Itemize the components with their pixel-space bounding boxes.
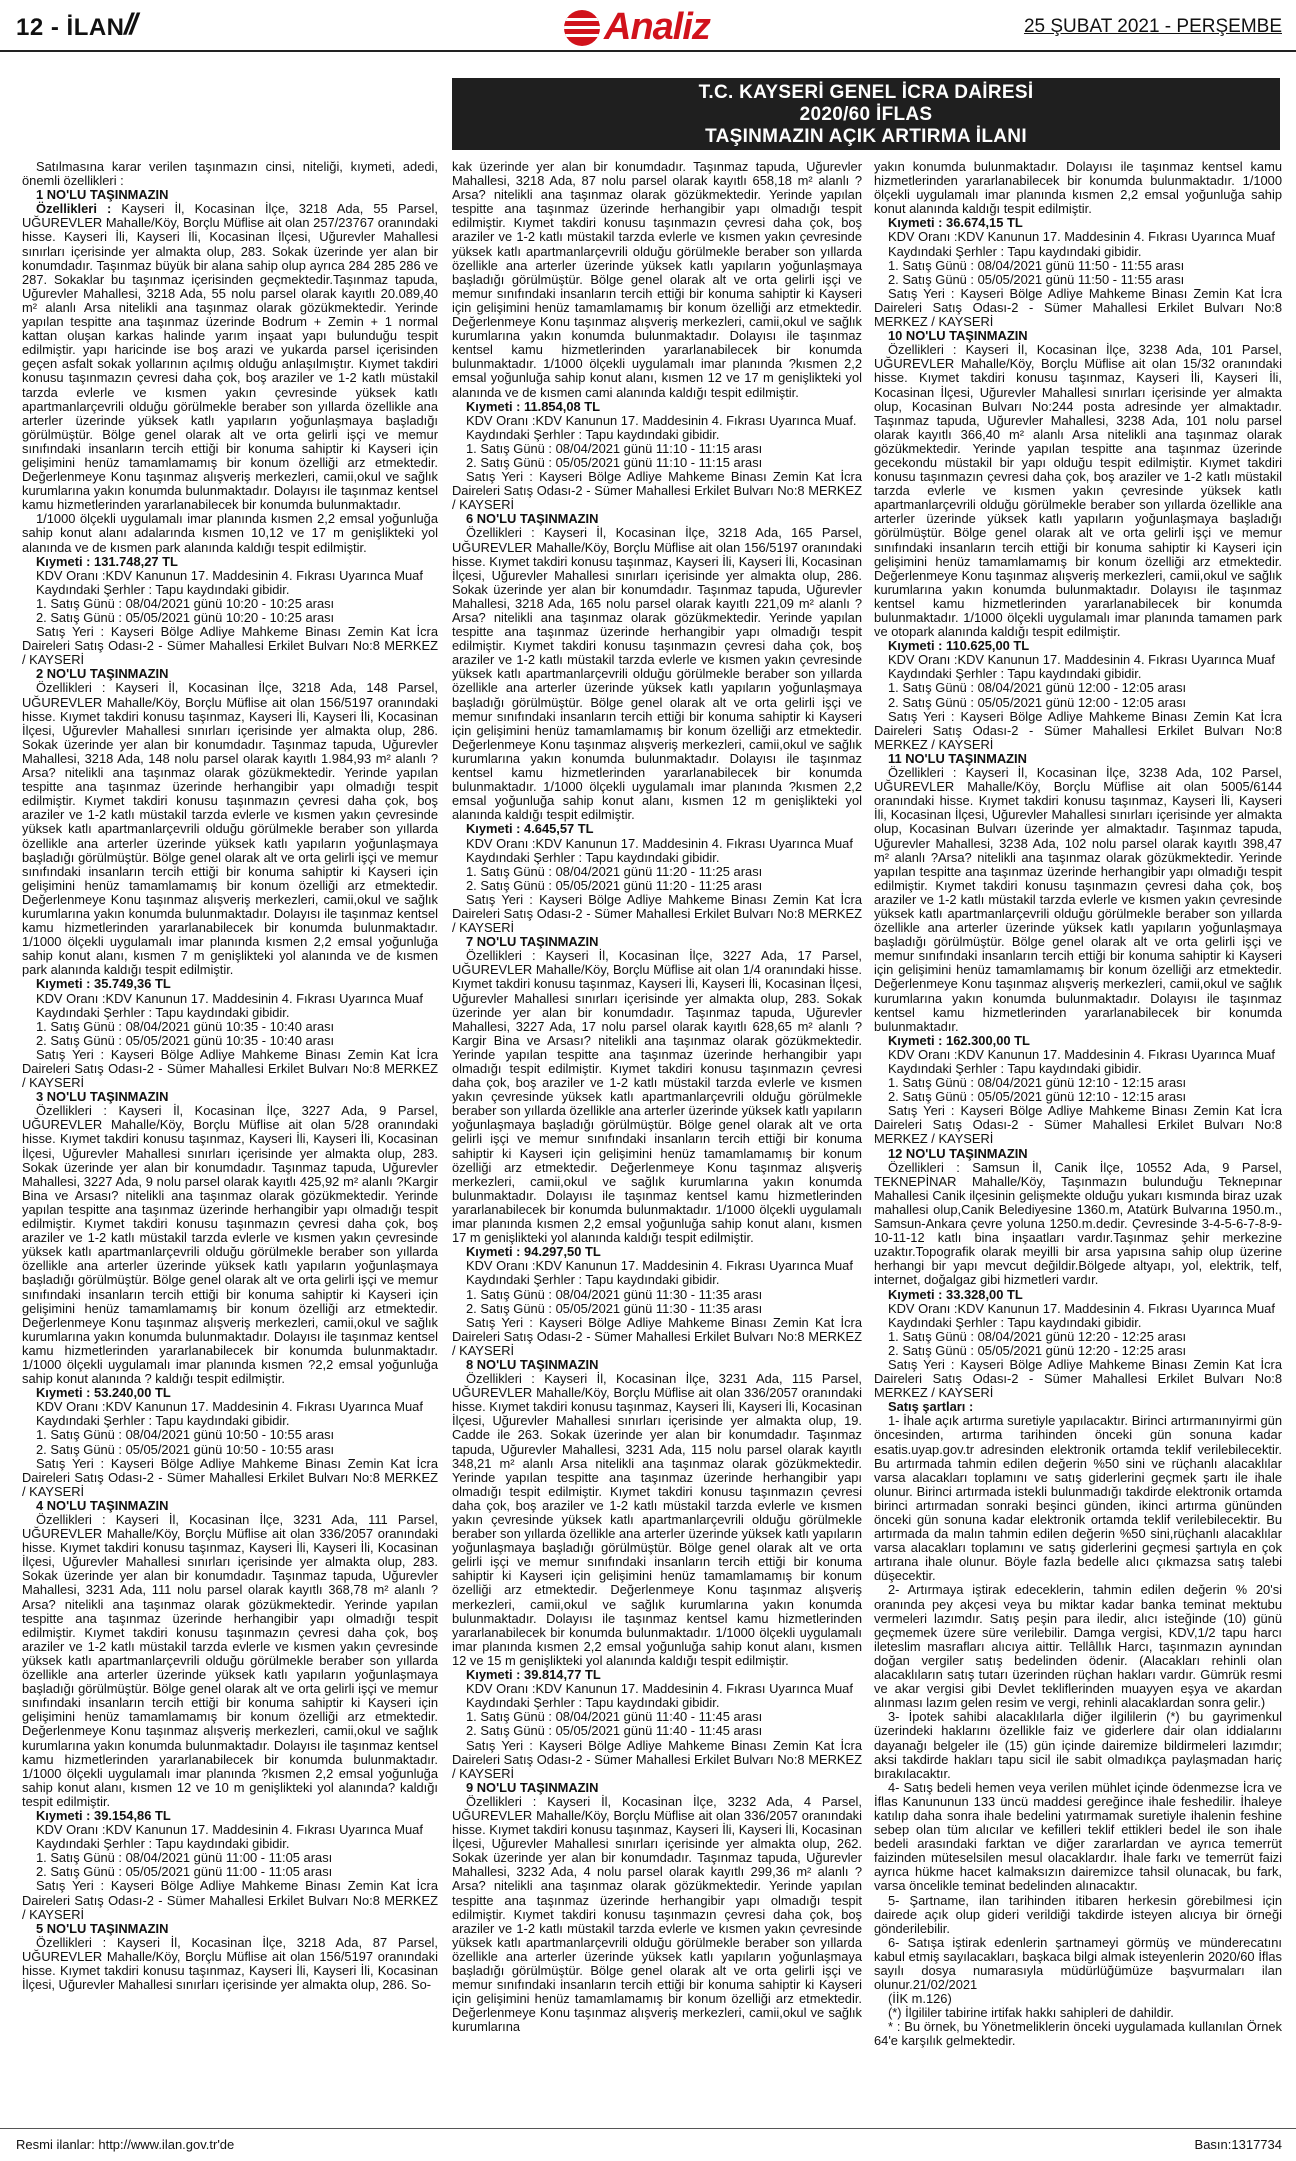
item-7-value: Kıymeti : 94.297,50 TL xyxy=(466,1244,601,1260)
item-1-location: Satış Yeri : Kayseri Bölge Adliye Mahkeme Binası Zemin Kat İcra Daireleri Satış Odası-2 - Sümer Mahallesi Erkilet Bulvarı No:8 MERKEZ / KAYSERİ xyxy=(22,624,438,668)
item-1-plan: 1/1000 ölçekli uygulamalı imar planında kısmen 2,2 emsal yoğunluğa sahip konut alanı adalarında kısmen 10,12 ve 17 m genişlikteki yol alanında ve de kısmen park alanında kaldığı tespit edilmiştir. xyxy=(22,511,438,555)
item-8-kdv: KDV Oranı :KDV Kanunun 17. Maddesinin 4. Fıkrası Uyarınca Muaf xyxy=(466,1681,853,1697)
item-12-records: Kaydındaki Şerhler : Tapu kaydındaki gibidir. xyxy=(888,1314,1142,1330)
item-6-details: Özellikleri : Kayseri İl, Kocasinan İlçe, 3218 Ada, 165 Parsel, UĞUREVLER Mahalle/Köy, Borçlu Müflise ait olan 156/5197 oranındaki hisse. Kıymet takdiri konusu taşınmaz, Kayseri İli, Kayseri İli, Kocasinan İlçesi, Uğurevler Mahallesi sınırları içerisinde yer almakta olup, 286. Sokak üzerinde yer alan bir konumdadır. Taşınmaz tapuda, Uğurevler Mahallesi, 3218 Ada, 165 nolu parsel olarak kayıtlı 221,09 m² alanlı ?Arsa? nitelikli ana taşınmaz olarak gözükmektedir. Yerinde yapılan tespitte ana taşınmaz üzerinde herhangibir yapı olmadığı tespit edilmiştir. Kıymet takdiri konusu taşınmazın çevresi daha çok, boş araziler ve 1-2 katlı müstakil tarzda evlerle ve kısmen yakın çevresinde yüksek katlı apartmanlarçevrili olduğu görülmekle beraber son yıllarda özellikle ana arterler üzerinde yüksek katlı yapıların yoğunlaşmaya başladığı görülmüştür. Bölge genel olarak alt ve orta gelirli işçi ve memur sınıfındaki insanların tercih ettiği bir konuma sahiptir ki Kayseri için gelişimini henüz tamamlamamış bir konum özelliği arz etmektedir. Değerlenmeye Konu taşınmaz alışveriş merkezleri, camii,okul ve sağlık kurumlarına yakın konumda bulunmaktadır. Dolayısı ile taşınmaz kentsel kamu hizmetlerinden yararlanabilecek bir konumda bulunmaktadır. 1/1000 ölçekli uygulamalı imar planında ?kısmen 2,2 emsal yoğunluğa sahip konut alanı, kısmen 12 m genişlikteki yol alanında kaldığı tespit edilmiştir. xyxy=(452,525,862,823)
item-11-records: Kaydındaki Şerhler : Tapu kaydındaki gibidir. xyxy=(888,1061,1142,1076)
item-6-value: Kıymeti : 4.645,57 TL xyxy=(466,821,594,837)
item-7-location: Satış Yeri : Kayseri Bölge Adliye Mahkeme Binası Zemin Kat İcra Daireleri Satış Odası-2 - Sümer Mahallesi Erkilet Bulvarı No:8 MERKEZ / KAYSERİ xyxy=(452,1314,862,1358)
item-6-title: 6 NO'LU TAŞINMAZIN xyxy=(466,511,599,527)
item-3-value: Kıymeti : 53.240,00 TL xyxy=(36,1385,171,1401)
item-3-sale-2: 2. Satış Günü : 05/05/2021 günü 10:50 - 10:55 arası xyxy=(36,1441,335,1457)
sale-term-4: 4- Satış bedeli hemen veya verilen mühlet içinde ödenmezse İcra ve İflas Kanununun 133 üncü maddesi gereğince ihale feshedilir. İhaleye katılıp daha sonra ihale bedelini yatırmamak suretiyle ihalenin feshine sebep olan tüm alıcılar ve kefilleri teklif ettikleri bedel ile son ihale bedeli arasındaki farktan ve diğer zararlardan ve ayrıca temerrüt faizinden müteselsilen mesul olacaklardır. İhale farkı ve temerrüt faizi ayrıca hükme hacet kalmaksızın dairemizce tahsil olunacak, bu fark, varsa öncelikle teminat bedelinden alınacaktır. xyxy=(874,1779,1282,1894)
item-4-sale-1: 1. Satış Günü : 08/04/2021 günü 11:00 - 11:05 arası xyxy=(36,1850,333,1866)
item-4-sale-2: 2. Satış Günü : 05/05/2021 günü 11:00 - 11:05 arası xyxy=(36,1864,333,1880)
item-1-sale-2: 2. Satış Günü : 05/05/2021 günü 10:20 - 10:25 arası xyxy=(36,610,335,625)
page-header xyxy=(0,0,1296,52)
item-10-location: Satış Yeri : Kayseri Bölge Adliye Mahkeme Binası Zemin Kat İcra Daireleri Satış Odası-2 - Sümer Mahallesi Erkilet Bulvarı No:8 MERKEZ / KAYSERİ xyxy=(874,708,1282,752)
item-3-sale-1: 1. Satış Günü : 08/04/2021 günü 10:50 - 10:55 arası xyxy=(36,1427,335,1443)
item-5-details-cont: kak üzerinde yer alan bir konumdadır. Taşınmaz tapuda, Uğurevler Mahallesi, 3218 Ada, 87 nolu parsel olarak kayıtlı 658,18 m² alanlı ?Arsa? nitelikli ana taşınmaz olarak gözükmektedir. Yerinde yapılan tespitte ana taşınmaz üzerinde herhangibir yapı olmadığı tespit edilmiştir. Kıymet takdiri konusu taşınmazın çevresi daha çok, boş araziler ve 1-2 katlı müstakil tarzda evlerle ve kısmen yakın çevresinde yüksek katlı apartmanlarçevrili olduğu görülmekle beraber son yıllarda özellikle ana arterler üzerinde yüksek katlı yapıların yoğunlaşmaya başladığı görülmüştür. Bölge genel olarak alt ve orta gelirli işçi ve memur sınıfındaki insanların tercih ettiği bir konuma sahiptir ki Kayseri için gelişimini henüz tamamlamamış bir konum özelliği arz etmektedir. Değerlenmeye Konu taşınmaz alışveriş merkezleri, camii,okul ve sağlık kurumlarına yakın konumda bulunmaktadır. Dolayısı ile taşınmaz kentsel kamu hizmetlerinden yararlanabilecek bir konumda bulunmaktadır. 1/1000 ölçekli uygulamalı imar planında ?kısmen 2,2 emsal yoğunluğa sahip konut alanı, kısmen 12 ve 17 m genişlikteki yol alanında ve de kısmen cami alanında kaldığı tespit edilmiştir. xyxy=(452,159,862,400)
logo-wordmark: Analiz xyxy=(604,6,710,48)
item-5-sale-1: 1. Satış Günü : 08/04/2021 günü 11:10 - 11:15 arası xyxy=(466,440,763,456)
item-3-location: Satış Yeri : Kayseri Bölge Adliye Mahkeme Binası Zemin Kat İcra Daireleri Satış Odası-2 - Sümer Mahallesi Erkilet Bulvarı No:8 MERKEZ / KAYSERİ xyxy=(22,1455,438,1499)
item-2-records: Kaydındaki Şerhler : Tapu kaydındaki gibidir. xyxy=(36,1004,290,1020)
item-9-value: Kıymeti : 36.674,15 TL xyxy=(888,215,1023,231)
item-7-details: Özellikleri : Kayseri İl, Kocasinan İlçe, 3227 Ada, 17 Parsel, UĞUREVLER Mahalle/Köy, Borçlu Müflise ait olan 1/4 oranındaki hisse. Kıymet takdiri konusu taşınmaz, Kayseri İli, Kayseri İli, Kocasinan İlçesi, Uğurevler Mahallesi sınırları içerisinde yer almakta olup, 283. Sokak üzerinde yer alan bir konumdadır. Taşınmaz tapuda, Uğurevler Mahallesi, 3227 Ada, 17 nolu parsel olarak kayıtlı 628,65 m² alanlı ?Kargir Bina ve Arsası? nitelikli ana taşınmaz olarak gözükmektedir. Yerinde yapılan tespitte ana taşınmaz üzerinde herhangibir yapı olmadığı tespit edilmiştir. Kıymet takdiri konusu taşınmazın çevresi daha çok, boş araziler ve 1-2 katlı müstakil tarzda evlerle ve kısmen yakın çevresinde yüksek katlı apartmanlarçevrili olduğu görülmekle beraber son yıllarda özellikle ana arterler üzerinde yüksek katlı yapıların yoğunlaşmaya başladığı görülmüştür. Bölge genel olarak alt ve orta gelirli işçi ve memur sınıfındaki insanların tercih ettiği bir konuma sahiptir ki Kayseri için gelişimini henüz tamamlamamış bir konum özelliği arz etmektedir. Değerlenmeye Konu taşınmaz alışveriş merkezleri, camii,okul ve sağlık kurumlarına yakın konumda bulunmaktadır. Dolayısı ile taşınmaz kentsel kamu hizmetlerinden yararlanabilecek bir konumda bulunmaktadır. 1/1000 ölçekli uygulamalı imar planında kısmen 2,2 emsal yoğunluğa sahip konut alanı, kısmen 17 m genişlikteki yol alanında kaldığı tespit edilmiştir. xyxy=(452,948,862,1246)
analiz-logo xyxy=(560,2,740,48)
item-8-title: 8 NO'LU TAŞINMAZIN xyxy=(466,1356,599,1372)
item-6-sale-2: 2. Satış Günü : 05/05/2021 günü 11:20 - 11:25 arası xyxy=(466,877,763,893)
banner-line-1: T.C. KAYSERİ GENEL İCRA DAİRESİ xyxy=(698,82,1034,103)
item-3-details: Özellikleri : Kayseri İl, Kocasinan İlçe, 3227 Ada, 9 Parsel, UĞUREVLER Mahalle/Köy, Borçlu Müflise ait olan 5/28 oranındaki hisse. Kıymet takdiri konusu taşınmaz, Kayseri İli, Kayseri İli, Kocasinan İlçesi, Uğurevler Mahallesi sınırları içerisinde yer almakta olup, 283. Sokak üzerinde yer alan bir konumdadır. Taşınmaz tapuda, Uğurevler Mahallesi, 3227 Ada, 9 nolu parsel olarak kayıtlı 425,92 m² alanlı ?Kargir Bina ve Arsası? nitelikli ana taşınmaz olarak gözükmektedir. Yerinde yapılan tespitte ana taşınmaz üzerinde herhangibir yapı olmadığı tespit edilmiştir. Kıymet takdiri konusu taşınmazın çevresi daha çok, boş araziler ve 1-2 katlı müstakil tarzda evlerle ve kısmen yakın çevresinde yüksek katlı apartmanlarçevrili olduğu görülmekle beraber son yıllarda özellikle ana arterler üzerinde yüksek katlı yapıların yoğunlaşmaya başladığı görülmüştür. Bölge genel olarak alt ve orta gelirli işçi ve memur sınıfındaki insanların tercih ettiği bir konuma sahiptir ki Kayseri için gelişimini henüz tamamlamamış bir konum özelliği arz etmektedir. Değerlenmeye Konu taşınmaz alışveriş merkezleri, camii,okul ve sağlık kurumlarına yakın konumda bulunmaktadır. Dolayısı ile taşınmaz kentsel kamu hizmetlerinden yararlanabilecek bir konumda bulunmaktadır. 1/1000 ölçekli uygulamalı imar planında kısmen ?2,2 emsal yoğunluğa sahip konut alanında ? kaldığı tespit edilmiştir. xyxy=(22,1103,438,1387)
item-6-sale-1: 1. Satış Günü : 08/04/2021 günü 11:20 - 11:25 arası xyxy=(466,863,763,879)
column-3 xyxy=(874,160,1282,2049)
issue-date: 25 ŞUBAT 2021 - PERŞEMBE xyxy=(1023,16,1282,37)
item-5-kdv: KDV Oranı :KDV Kanunun 17. Maddesinin 4. Fıkrası Uyarınca Muaf. xyxy=(466,412,857,428)
item-6-records: Kaydındaki Şerhler : Tapu kaydındaki gibidir. xyxy=(466,849,720,865)
item-6-kdv: KDV Oranı :KDV Kanunun 17. Maddesinin 4. Fıkrası Uyarınca Muaf xyxy=(466,835,853,851)
item-7-sale-2: 2. Satış Günü : 05/05/2021 günü 11:30 - 11:35 arası xyxy=(466,1300,763,1316)
item-10-sale-2: 2. Satış Günü : 05/05/2021 günü 12:00 - 12:05 arası xyxy=(888,694,1187,710)
item-8-value: Kıymeti : 39.814,77 TL xyxy=(466,1667,601,1683)
item-9-records: Kaydındaki Şerhler : Tapu kaydındaki gibidir. xyxy=(888,243,1142,259)
item-2-kdv: KDV Oranı :KDV Kanunun 17. Maddesinin 4. Fıkrası Uyarınca Muaf xyxy=(36,990,423,1006)
item-2-value: Kıymeti : 35.749,36 TL xyxy=(36,976,171,992)
item-2-location: Satış Yeri : Kayseri Bölge Adliye Mahkeme Binası Zemin Kat İcra Daireleri Satış Odası-2 - Sümer Mahallesi Erkilet Bulvarı No:8 MERKEZ / KAYSERİ xyxy=(22,1046,438,1091)
item-2-sale-2: 2. Satış Günü : 05/05/2021 günü 10:35 - 10:40 arası xyxy=(36,1032,335,1048)
item-10-title: 10 NO'LU TAŞINMAZIN xyxy=(888,328,1028,344)
item-10-sale-1: 1. Satış Günü : 08/04/2021 günü 12:00 - 12:05 arası xyxy=(888,680,1187,696)
item-12-kdv: KDV Oranı :KDV Kanunun 17. Maddesinin 4. Fıkrası Uyarınca Muaf xyxy=(888,1300,1275,1316)
item-5-details: Özellikleri : Kayseri İl, Kocasinan İlçe, 3218 Ada, 87 Parsel, UĞUREVLER Mahalle/Köy, Borçlu Müflise ait olan 156/5197 oranındaki hisse. Kıymet takdiri konusu taşınmaz, Kayseri İli, Kayseri İli, Kocasinan İlçesi, Uğurevler Mahallesi sınırları içerisinde yer almakta olup, 286. So- xyxy=(22,1934,438,1993)
item-7-records: Kaydındaki Şerhler : Tapu kaydındaki gibidir. xyxy=(466,1272,720,1288)
item-7-kdv: KDV Oranı :KDV Kanunun 17. Maddesinin 4. Fıkrası Uyarınca Muaf xyxy=(466,1258,853,1274)
page-label: 12 - İLAN xyxy=(16,14,125,41)
item-5-value: Kıymeti : 11.854,08 TL xyxy=(466,398,600,414)
item-3-kdv: KDV Oranı :KDV Kanunun 17. Maddesinin 4. Fıkrası Uyarınca Muaf xyxy=(36,1399,423,1415)
law-reference: (İİK m.126) xyxy=(888,1991,952,2007)
column-1 xyxy=(22,160,438,1992)
item-5-records: Kaydındaki Şerhler : Tapu kaydındaki gibidir. xyxy=(466,426,720,442)
intro-text: Satılmasına karar verilen taşınmazın cinsi, niteliği, kıymeti, adedi, önemli özellikleri : xyxy=(22,159,438,189)
footnote-1: (*) İlgililer tabirine irtifak hakkı sahipleri de dahildir. xyxy=(888,2005,1174,2021)
item-11-details: Özellikleri : Kayseri İl, Kocasinan İlçe, 3238 Ada, 102 Parsel, UĞUREVLER Mahalle/Köy, Borçlu Müflise ait olan 5005/6144 oranındaki hisse. Kıymet takdiri konusu taşınmaz, Kayseri İli, Kayseri İli, Kocasinan İlçesi, Uğurevler Mahallesi sınırları içerisinde yer almakta olup, Kocasinan Bulvarı üzerinde yer almaktadır. Taşınmaz tapuda, Uğurevler Mahallesi, 3238 Ada, 102 nolu parsel olarak kayıtlı 398,47 m² alanlı ?Arsa? nitelikli ana taşınmaz olarak gözükmektedir. Yerinde yapılan tespitte ana taşınmaz üzerinde herhangibir yapı olmadığı tespit edilmiştir. Kıymet takdiri konusu taşınmazın çevresi daha çok, boş araziler ve 1-2 katlı müstakil tarzda evlerle ve kısmen yakın çevresinde yüksek katlı apartmanlarçevrili olduğu görülmekle beraber son yıllarda özellikle ana arterler üzerinde yüksek katlı yapıların yoğunlaşmaya başladığı görülmüştür. Bölge genel olarak alt ve orta gelirli işçi ve memur sınıfındaki insanların tercih ettiği bir konuma sahiptir ki Kayseri için gelişimini henüz tamamlamamış bir konum özelliği arz etmektedir. Değerlenmeye Konu taşınmaz alışveriş merkezleri, camii,okul ve sağlık kurumlarına yakın konumda bulunmaktadır. Dolayısı ile taşınmaz kentsel kamu hizmetlerinden yararlanabilecek bir konumda bulunmaktadır. xyxy=(874,765,1282,1034)
item-11-sale-1: 1. Satış Günü : 08/04/2021 günü 12:10 - 12:15 arası xyxy=(888,1075,1187,1091)
item-6-location: Satış Yeri : Kayseri Bölge Adliye Mahkeme Binası Zemin Kat İcra Daireleri Satış Odası-2 - Sümer Mahallesi Erkilet Bulvarı No:8 MERKEZ / KAYSERİ xyxy=(452,891,862,936)
item-4-kdv: KDV Oranı :KDV Kanunun 17. Maddesinin 4. Fıkrası Uyarınca Muaf xyxy=(36,1822,423,1838)
item-2-details: Özellikleri : Kayseri İl, Kocasinan İlçe, 3218 Ada, 148 Parsel, UĞUREVLER Mahalle/Köy, Borçlu Müflise ait olan 156/5197 oranındaki hisse. Kıymet takdiri konusu taşınmaz, Kayseri İli, Kayseri İli, Kocasinan İlçesi, Uğurevler Mahallesi sınırları içerisinde yer almakta olup, 286. Sokak üzerinde yer alan bir konumdadır. Taşınmaz tapuda, Uğurevler Mahallesi, 3218 Ada, 148 nolu parsel olarak kayıtlı 1.984,93 m² alanlı ?Arsa? nitelikli ana taşınmaz olarak gözükmektedir. Yerinde yapılan tespitte ana taşınmaz üzerinde herhangibir yapı olmadığı tespit edilmiştir. Kıymet takdiri konusu taşınmazın çevresi daha çok, boş araziler ve 1-2 katlı müstakil tarzda evlerle ve kısmen yakın çevresinde yüksek katlı apartmanlarçevrili olduğu görülmekle beraber son yıllarda özellikle ana arterler üzerinde yüksek katlı yapıların yoğunlaşmaya başladığı görülmüştür. Bölge genel olarak alt ve orta gelirli işçi ve memur sınıfındaki insanların tercih ettiği bir konuma sahiptir ki Kayseri için gelişimini henüz tamamlamamış bir konum özelliği arz etmektedir. Değerlenmeye Konu taşınmaz alışveriş merkezleri, camii,okul ve sağlık kurumlarına yakın konumda bulunmaktadır. Dolayısı ile taşınmaz kentsel kamu hizmetlerinden yararlanabilecek bir konumda bulunmaktadır. 1/1000 ölçekli uygulamalı imar planında kısmen 2,2 emsal yoğunluğa sahip konut alanı, kısmen 7 m genişlikteki yol alanında ve de kısmen park alanında kaldığı tespit edilmiştir. xyxy=(22,680,438,978)
item-1-sale-1: 1. Satış Günü : 08/04/2021 günü 10:20 - 10:25 arası xyxy=(36,595,335,611)
item-9-sale-1: 1. Satış Günü : 08/04/2021 günü 11:50 - 11:55 arası xyxy=(888,257,1185,273)
notice-banner xyxy=(452,78,1280,150)
item-12-location: Satış Yeri : Kayseri Bölge Adliye Mahkeme Binası Zemin Kat İcra Daireleri Satış Odası-2 - Sümer Mahallesi Erkilet Bulvarı No:8 MERKEZ / KAYSERİ xyxy=(874,1356,1282,1401)
sale-term-6: 6- Satışa iştirak edenlerin şartnameyi görmüş ve münderecatını kabul etmiş sayılacakları, başkaca bilgi almak isteyenlerin 2020/60 İflas sayılı dosya numarasıyla müdürlüğümüze başvurmaları ilan olunur.21/02/2021 xyxy=(874,1934,1282,1993)
item-11-title: 11 NO'LU TAŞINMAZIN xyxy=(888,750,1027,766)
item-1-title: 1 NO'LU TAŞINMAZIN xyxy=(36,187,169,203)
item-4-location: Satış Yeri : Kayseri Bölge Adliye Mahkeme Binası Zemin Kat İcra Daireleri Satış Odası-2 - Sümer Mahallesi Erkilet Bulvarı No:8 MERKEZ / KAYSERİ xyxy=(22,1878,438,1922)
item-7-title: 7 NO'LU TAŞINMAZIN xyxy=(466,934,599,950)
item-11-location: Satış Yeri : Kayseri Bölge Adliye Mahkeme Binası Zemin Kat İcra Daireleri Satış Odası-2 - Sümer Mahallesi Erkilet Bulvarı No:8 MERKEZ / KAYSERİ xyxy=(874,1103,1282,1147)
banner-line-3: TAŞINMAZIN AÇIK ARTIRMA İLANI xyxy=(705,126,1027,147)
item-5-sale-2: 2. Satış Günü : 05/05/2021 günü 11:10 - 11:15 arası xyxy=(466,454,763,470)
column-2 xyxy=(452,160,862,2034)
item-10-details: Özellikleri : Kayseri İl, Kocasinan İlçe, 3238 Ada, 101 Parsel, UĞUREVLER Mahalle/Köy, Borçlu Müflise ait olan 15/32 oranındaki hisse. Kıymet takdiri konusu taşınmaz, Kayseri İli, Kayseri İli, Kocasinan İlçesi, Uğurevler Mahallesi sınırları içerisinde yer almakta olup, Kocasinan Bulvarı No:244 posta adresinde yer almaktadır. Taşınmaz tapuda, Uğurevler Mahallesi, 3238 Ada, 101 nolu parsel olarak kayıtlı 366,40 m² alanlı Arsa nitelikli ana taşınmaz olarak gözükmektedir. Yerinde yapılan tespitte ana taşınmaz üzerinde gecekondu müstakil bir yapı olduğu tespit edilmiştir. Kıymet takdiri konusu taşınmazın çevresi daha çok, boş araziler ve 1-2 katlı müstakil tarzda evlerle ve kısmen yakın çevresinde yüksek katlı apartmanlarçevrili olduğu görülmekle beraber son yıllarda özellikle ana arterler üzerinde yüksek katlı yapıların yoğunlaşmaya başladığı görülmüştür. Bölge genel olarak alt ve orta gelirli işçi ve memur sınıfındaki insanların tercih ettiği bir konuma sahiptir ki Kayseri için gelişimini henüz tamamlamamış bir konum özelliği arz etmektedir. Değerlenmeye Konu taşınmaz alışveriş merkezleri, camii,okul ve sağlık kurumlarına yakın konumda bulunmaktadır. Dolayısı ile taşınmaz kentsel kamu hizmetlerinden yararlanabilecek bir konumda bulunmaktadır. 1/1000 ölçekli uygulamalı imar planında tamamen park ve otopark alanında kaldığı tespit edilmiştir. xyxy=(874,342,1282,640)
header-slashes: // xyxy=(124,8,135,41)
item-7-sale-1: 1. Satış Günü : 08/04/2021 günü 11:30 - 11:35 arası xyxy=(466,1286,763,1302)
item-1-details: Özellikleri : Kayseri İl, Kocasinan İlçe, 3218 Ada, 55 Parsel, UĞUREVLER Mahalle/Köy, Borçlu Müflise ait olan 257/23767 oranındaki hisse. Kayseri İli, Kayseri İli, Kocasinan İlçesi, Uğurevler Mahallesi sınırları içerisinde yer almakta olup, 283. Sokak üzerinde yer alan bir konumdadır. Taşınmaz büyük bir alana sahip olup ayrıca 284 285 286 ve 287. Sokaklar bu taşınmaz içerisinden geçmektedir.Taşınmaz tapuda, Uğurevler Mahallesi, 3218 Ada, 55 nolu parsel olarak kayıtlı 20.089,40 m² alanlı Arsa nitelikli ana taşınmaz olarak gözükmektedir. Yerinde yapılan tespitte ana taşınmaz üzerinde Bodrum + Zemin + 1 normal kattan oluşan karkas halinde yarım inşaat yapı bulunduğu tespit edilmiştir. yapı haricinde ise boş arazi ve yukarda parsel içerisinden geçen asfalt sokak yollarının açılmış olduğu anlaşılmıştır. Kıymet takdiri konusu taşınmazın çevresi daha çok, boş araziler ve 1-2 katlı müstakil tarzda evlerle ve kısmen yakın çevresinde yüksek katlı apartmanlarçevrili olduğu görülmekle beraber son yıllarda özellikle ana arterler üzerinde yüksek katlı yapıların yoğunlaşmaya başladığı görülmüştür. Bölge genel olarak alt ve orta gelirli işçi ve memur sınıfındaki insanların tercih ettiği bir konuma sahiptir ki Kayseri için gelişimini henüz tamamlamamış bir konum özelliği arz etmektedir. Değerlenmeye Konu taşınmaz alışveriş merkezleri, camii,okul ve sağlık kurumlarına yakın konumda bulunmaktadır. Dolayısı ile taşınmaz kentsel kamu hizmetlerinden yararlanabilecek bir konumda bulunmaktadır. xyxy=(22,201,438,513)
item-4-records: Kaydındaki Şerhler : Tapu kaydındaki gibidir. xyxy=(36,1836,290,1852)
item-10-kdv: KDV Oranı :KDV Kanunun 17. Maddesinin 4. Fıkrası Uyarınca Muaf xyxy=(888,652,1275,668)
item-3-records: Kaydındaki Şerhler : Tapu kaydındaki gibidir. xyxy=(36,1413,290,1429)
sale-term-2: 2- Artırmaya iştirak edeceklerin, tahmin edilen değerin % 20'si oranında pey akçesi veya bu miktar kadar banka teminat mektubu vermeleri lazımdır. Satış peşin para iledir, alıcı isteğinde (10) günü geçmemek üzere süre verilebilir. Damga vergisi, KDV,1/2 tapu harcı ileteslim masrafları alıcıya aittir. Tellâllık Harcı, taşınmazın aynından doğan vergiler satış bedelinden ödenir. (Alacakları rehinli olan alacaklıların satış tutarı üzerinden rüçhan hakları vardır. Gümrük resmi ve akar vergisi gibi Devlet tekliflerinden muayyen eşya ve akardan alınması lazım gelen resim ve vergi, rehinli alacaklardan sonra gelir.) xyxy=(874,1582,1282,1711)
banner-line-2: 2020/60 İFLAS xyxy=(799,104,933,125)
item-11-sale-2: 2. Satış Günü : 05/05/2021 günü 12:10 - 12:15 arası xyxy=(888,1089,1187,1105)
item-8-details: Özellikleri : Kayseri İl, Kocasinan İlçe, 3231 Ada, 115 Parsel, UĞUREVLER Mahalle/Köy, Borçlu Müflise ait olan 336/2057 oranındaki hisse. Kıymet takdiri konusu taşınmaz, Kayseri İli, Kayseri İli, Kocasinan İlçesi, Uğurevler Mahallesi sınırları içerisinde yer almakta olup, 19. Cadde ile 263. Sokak üzerinde yer alan bir konumdadır. Taşınmaz tapuda, Uğurevler Mahallesi, 3231 Ada, 115 nolu parsel olarak kayıtlı 348,21 m² alanlı Arsa nitelikli ana taşınmaz olarak gözükmektedir. Yerinde yapılan tespitte ana taşınmaz üzerinde herhangibir yapı olmadığı tespit edilmiştir. Kıymet takdiri konusu taşınmazın çevresi daha çok, boş araziler ve 1-2 katlı müstakil tarzda evlerle ve kısmen yakın çevresinde yüksek katlı apartmanlarçevrili olduğu görülmekle beraber son yıllarda özellikle ana arterler üzerinde yüksek katlı yapıların yoğunlaşmaya başladığı görülmüştür. Bölge genel olarak alt ve orta gelirli işçi ve memur sınıfındaki insanların tercih ettiği bir konuma sahiptir ki Kayseri için gelişimini henüz tamamlamamış bir konum özelliği arz etmektedir. Değerlenmeye Konu taşınmaz alışveriş merkezleri, camii,okul ve sağlık kurumlarına yakın konumda bulunmaktadır. Dolayısı ile taşınmaz kentsel kamu hizmetlerinden yararlanabilecek bir konumda bulunmaktadır. 1/1000 ölçekli uygulamalı imar planında kısmen 2,2 emsal yoğunluğa sahip konut alanı, kısmen 12 ve 15 m genişlikteki yol alanında kaldığı tespit edilmiştir. xyxy=(452,1371,862,1668)
item-2-sale-1: 1. Satış Günü : 08/04/2021 günü 10:35 - 10:40 arası xyxy=(36,1018,335,1034)
item-9-title: 9 NO'LU TAŞINMAZIN xyxy=(466,1779,599,1795)
item-12-value: Kıymeti : 33.328,00 TL xyxy=(888,1286,1023,1302)
page-footer xyxy=(0,2128,1296,2161)
item-12-title: 12 NO'LU TAŞINMAZIN xyxy=(888,1145,1028,1161)
item-1-value: Kıymeti : 131.748,27 TL xyxy=(36,553,178,569)
item-4-title: 4 NO'LU TAŞINMAZIN xyxy=(36,1497,169,1513)
footnote-2: * : Bu örnek, bu Yönetmeliklerin önceki uygulamada kullanılan Örnek 64'e karşılık gelmektedir. xyxy=(874,2019,1282,2049)
footer-left: Resmi ilanlar: http://www.ilan.gov.tr'de xyxy=(16,2137,235,2152)
item-8-records: Kaydındaki Şerhler : Tapu kaydındaki gibidir. xyxy=(466,1695,720,1711)
item-4-value: Kıymeti : 39.154,86 TL xyxy=(36,1807,171,1823)
item-10-value: Kıymeti : 110.625,00 TL xyxy=(888,638,1030,654)
item-9-details-cont: yakın konumda bulunmaktadır. Dolayısı ile taşınmaz kentsel kamu hizmetlerinden yararlanabilecek bir konumda bulunmaktadır. 1/1000 ölçekli uygulamalı imar planında kısmen 2,2 emsal yoğunluğa sahip konut alanında kaldığı tespit edilmiştir. xyxy=(874,159,1282,217)
item-4-details: Özellikleri : Kayseri İl, Kocasinan İlçe, 3231 Ada, 111 Parsel, UĞUREVLER Mahalle/Köy, Borçlu Müflise ait olan 336/2057 oranındaki hisse. Kıymet takdiri konusu taşınmaz, Kayseri İli, Kayseri İli, Kocasinan İlçesi, Uğurevler Mahallesi sınırları içerisinde yer almakta olup, 283. Sokak üzerinde yer alan bir konumdadır. Taşınmaz tapuda, Uğurevler Mahallesi, 3231 Ada, 111 nolu parsel olarak kayıtlı 368,78 m² alanlı ?Arsa? nitelikli ana taşınmaz olarak gözükmektedir. Yerinde yapılan tespitte ana taşınmaz üzerinde herhangibir yapı olmadığı tespit edilmiştir. Kıymet takdiri konusu taşınmazın çevresi daha çok, boş araziler ve 1-2 katlı müstakil tarzda evlerle ve kısmen yakın çevresinde yüksek katlı apartmanlarçevrili olduğu görülmekle beraber son yıllarda özellikle ana arterler üzerinde yüksek katlı yapıların yoğunlaşmaya başladığı görülmüştür. Bölge genel olarak alt ve orta gelirli işçi ve memur sınıfındaki insanların tercih ettiği bir konuma sahiptir ki Kayseri için gelişimini henüz tamamlamamış bir konum özelliği arz etmektedir. Değerlenmeye Konu taşınmaz alışveriş merkezleri, camii,okul ve sağlık kurumlarına yakın konumda bulunmaktadır. Dolayısı ile taşınmaz kentsel kamu hizmetlerinden yararlanabilecek bir konumda bulunmaktadır. 1/1000 ölçekli uygulamalı imar planında ?kısmen 2,2 emsal yoğunluğa sahip konut alanı, kısmen 12 ve 10 m genişlikteki yol alanında? kaldığı tespit edilmiştir. xyxy=(22,1512,438,1809)
item-3-title: 3 NO'LU TAŞINMAZIN xyxy=(36,1089,169,1105)
sale-term-5: 5- Şartname, ilan tarihinden itibaren herkesin görebilmesi için dairede açık olup gideri verildiği takdirde isteyen alıcıya bir örneği gönderilebilir. xyxy=(874,1892,1282,1936)
item-9-sale-2: 2. Satış Günü : 05/05/2021 günü 11:50 - 11:55 arası xyxy=(888,271,1185,287)
item-1-kdv: KDV Oranı :KDV Kanunun 17. Maddesinin 4. Fıkrası Uyarınca Muaf xyxy=(36,567,423,583)
item-8-sale-1: 1. Satış Günü : 08/04/2021 günü 11:40 - 11:45 arası xyxy=(466,1709,763,1725)
item-8-location: Satış Yeri : Kayseri Bölge Adliye Mahkeme Binası Zemin Kat İcra Daireleri Satış Odası-2 - Sümer Mahallesi Erkilet Bulvarı No:8 MERKEZ / KAYSERİ xyxy=(452,1737,862,1781)
item-1-records: Kaydındaki Şerhler : Tapu kaydındaki gibidir. xyxy=(36,581,290,597)
item-12-sale-2: 2. Satış Günü : 05/05/2021 günü 12:20 - 12:25 arası xyxy=(888,1342,1187,1358)
sale-term-1: 1- İhale açık artırma suretiyle yapılacaktır. Birinci artırmanınyirmi gün öncesinden, artırma tarihinden önceki gün sonuna kadar esatis.uyap.gov.tr adresinden elektronik ortamda teklif verilebilecektir. Bu artırmada tahmin edilen değerin %50 sini ve rüçhanlı alacaklılar varsa alacakları toplamını ve satış giderlerini geçmek şartı ile ihale olunur. Birinci artırmada istekli bulunmadığı takdirde elektronik ortamda birinci artırmadan sonraki beşinci günden, ikinci artırma gününden önceki gün sonuna kadar elektronik ortamda teklif verilebilecektir. Bu artırmada da malın tahmin edilen değerin %50 sini,rüçhanlı alacaklılar varsa alacakları toplamını ve satış giderlerini geçmesi şartıyla en çok artırana ihale olunur. Böyle fazla bedelle alıcı çıkmazsa satış talebi düşecektir. xyxy=(874,1413,1282,1584)
item-5-location: Satış Yeri : Kayseri Bölge Adliye Mahkeme Binası Zemin Kat İcra Daireleri Satış Odası-2 - Sümer Mahallesi Erkilet Bulvarı No:8 MERKEZ / KAYSERİ xyxy=(452,469,862,513)
item-9-details: Özellikleri : Kayseri İl, Kocasinan İlçe, 3232 Ada, 4 Parsel, UĞUREVLER Mahalle/Köy, Borçlu Müflise ait olan 336/2057 oranındaki hisse. Kıymet takdiri konusu taşınmaz, Kayseri İli, Kayseri İli, Kocasinan İlçesi, Uğurevler Mahallesi sınırları içerisinde yer almakta olup, 262. Sokak üzerinde yer alan bir konumdadır. Taşınmaz tapuda, Uğurevler Mahallesi, 3232 Ada, 4 nolu parsel olarak kayıtlı 299,36 m² alanlı ?Arsa? nitelikli ana taşınmaz olarak gözükmektedir. Yerinde yapılan tespitte ana taşınmaz üzerinde herhangibir yapı olmadığı tespit edilmiştir. Kıymet takdiri konusu taşınmazın çevresi daha çok, boş araziler ve 1-2 katlı müstakil tarzda evlerle ve kısmen yakın çevresinde yüksek katlı apartmanlarçevrili olduğu görülmekle beraber son yıllarda özellikle ana arterler üzerinde yüksek katlı yapıların yoğunlaşmaya başladığı görülmüştür. Bölge genel olarak alt ve orta gelirli işçi ve memur sınıfındaki insanların tercih ettiği bir konuma sahiptir ki Kayseri için gelişimini henüz tamamlamamış bir konum özelliği arz etmektedir. Değerlenmeye Konu taşınmaz alışveriş merkezleri, camii,okul ve sağlık kurumlarına xyxy=(452,1793,862,2035)
item-11-kdv: KDV Oranı :KDV Kanunun 17. Maddesinin 4. Fıkrası Uyarınca Muaf xyxy=(888,1046,1275,1062)
item-11-value: Kıymeti : 162.300,00 TL xyxy=(888,1032,1030,1048)
item-8-sale-2: 2. Satış Günü : 05/05/2021 günü 11:40 - 11:45 arası xyxy=(466,1723,763,1739)
globe-icon xyxy=(564,10,600,46)
item-10-records: Kaydındaki Şerhler : Tapu kaydındaki gibidir. xyxy=(888,666,1142,682)
item-9-kdv: KDV Oranı :KDV Kanunun 17. Maddesinin 4. Fıkrası Uyarınca Muaf xyxy=(888,229,1275,245)
item-12-details: Özellikleri : Samsun İl, Canik İlçe, 10552 Ada, 9 Parsel, TEKNEPİNAR Mahalle/Köy, Taşınmazın bulunduğu Teknepınar Mahallesi Canik ilçesinin gelişmekte olduğu yukarı kısmında biraz uzak mahallesi olup,Canik Belediyesine 1360.m, Atatürk Bulvarına 1950.m., Samsun-Ankara çevre yoluna 1250.m.dedir. Çevresinde 3-4-5-6-7-8-9-10-11-12 katlı bina inşaatları vardır.Taşınmaz şehir merkezine uzaktır.Topografik olarak meyilli bir arsa yapısına sahip olup üzerine herhangi bir yapı mevcut değildir.Bölgede altyapı, yol, elektrik, telf, internet, doğalgaz gibi hizmetleri vardır. xyxy=(874,1159,1282,1288)
item-2-title: 2 NO'LU TAŞINMAZIN xyxy=(36,666,169,682)
item-12-sale-1: 1. Satış Günü : 08/04/2021 günü 12:20 - 12:25 arası xyxy=(888,1328,1187,1344)
item-9-location: Satış Yeri : Kayseri Bölge Adliye Mahkeme Binası Zemin Kat İcra Daireleri Satış Odası-2 - Sümer Mahallesi Erkilet Bulvarı No:8 MERKEZ / KAYSERİ xyxy=(874,285,1282,330)
sale-terms-title: Satış şartları : xyxy=(888,1399,974,1415)
sale-term-3: 3- İpotek sahibi alacaklılarla diğer ilgililerin (*) bu gayrimenkul üzerindeki haklarını özellikle faiz ve giderlere dair olan iddialarını dayanağı belgeler ile (15) gün içinde dairemize bildirmeleri lazımdır; aksi takdirde hakları tapu sicil ile sabit olmadıkça paylaşmadan hariç bırakılacaktır. xyxy=(874,1709,1282,1781)
press-number: Basın:1317734 xyxy=(1194,2137,1282,2152)
item-5-title: 5 NO'LU TAŞINMAZIN xyxy=(36,1920,169,1936)
